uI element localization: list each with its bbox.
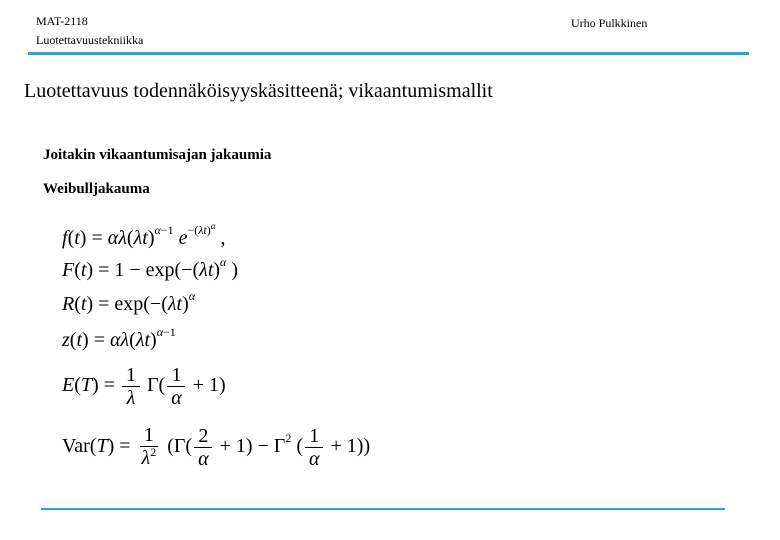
formula-reliability: $R(t) = \exp(-(\lambda t)^\alpha$ <box>62 289 196 315</box>
footer-divider <box>41 508 725 510</box>
slide-title: Luotettavuus todennäköisyyskäsitteenä; vikaantumismallit <box>24 80 493 102</box>
author-name: Urho Pulkkinen <box>571 16 648 30</box>
course-name: Luotettavuustekniikka <box>36 33 144 47</box>
header-divider <box>28 52 749 55</box>
formula-hazard: $z(t) = \alpha\lambda(\lambda t)^{\alpha-1}$ <box>62 325 176 351</box>
section-heading: Weibulljakauma <box>43 181 150 197</box>
formula-cdf: $F(t) = 1 - \exp(-(\lambda t)^\alpha$ ) <box>62 255 239 281</box>
slide-subtitle: Joitakin vikaantumisajan jakaumia <box>43 147 272 163</box>
formula-expectation: E(T) = $\frac{1}{\lambda}$ Γ( $\frac{1}{\alpha}$ + 1) <box>62 364 226 409</box>
formula-pdf: $f(t) = \alpha\lambda(\lambda t)^{\alpha-1}$ $e^{-(\lambda t)^\alpha}$ , <box>62 221 226 249</box>
formula-variance: Var(T) = $\frac{1}{\lambda^2}$ (Γ( $\frac{2}{\alpha}$ + $1) - \Gamma^2$ ( $\frac{1}{\alpha}$ + 1)) <box>62 424 371 470</box>
course-code: MAT-2118 <box>36 14 88 28</box>
